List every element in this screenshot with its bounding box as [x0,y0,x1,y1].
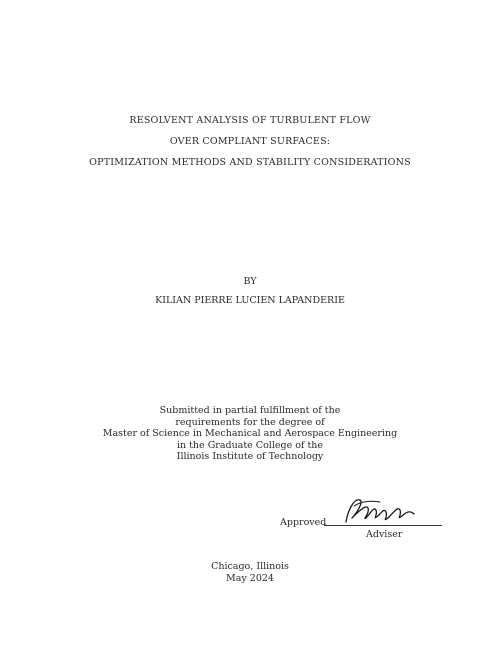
submission-line-2: requirements for the degree of [175,416,325,428]
submission-line-3: Master of Science in Mechanical and Aerospace Engineering [102,428,398,439]
approved-label: Approved [280,517,327,528]
submission-line-5: Illinois Institute of Technology [176,451,324,462]
signature-line [324,525,442,526]
by-label: BY [243,276,257,287]
adviser-label: Adviser [366,529,403,540]
title-line-1: RESOLVENT ANALYSIS OF TURBULENT FLOW [129,115,371,126]
place: Chicago, Illinois [211,561,289,572]
submission-statement [0,405,500,463]
author-name: KILIAN PIERRE LUCIEN LAPANDERIE [155,295,345,306]
title-line-2: OVER COMPLIANT SURFACES: [169,136,331,147]
title-line-3: OPTIMIZATION METHODS AND STABILITY CONSIDERATIONS [89,157,411,168]
thesis-title [0,110,500,173]
adviser-signature [340,492,420,528]
date: May 2024 [226,573,274,584]
approval-block [280,492,445,542]
submission-line-4: in the Graduate College of the [176,439,324,451]
place-date-block [0,561,500,585]
submission-line-1: Submitted in partial fulfillment of the [159,405,341,416]
